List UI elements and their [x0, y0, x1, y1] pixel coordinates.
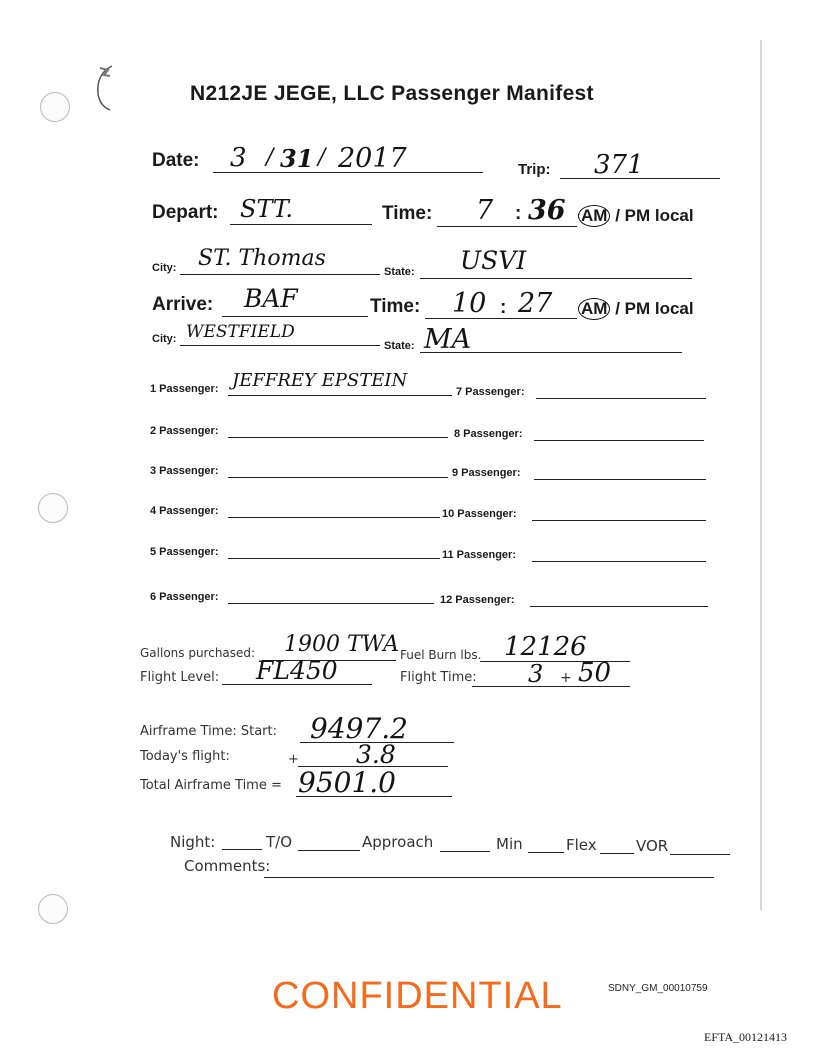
punch-hole [40, 92, 70, 122]
date-year: 2017 [338, 143, 407, 174]
night-label: Night: [170, 833, 216, 851]
bates-number: SDNY_GM_00010759 [608, 983, 708, 994]
approach-label: Approach [362, 833, 434, 851]
arrive-time-label: Time: [370, 296, 421, 317]
flight-time-minutes: 50 [578, 658, 612, 688]
passenger-12-label: 12 Passenger: [440, 594, 515, 606]
depart-minute: 36 [528, 195, 566, 226]
arrive-city-line [180, 345, 380, 346]
trip-value: 371 [594, 150, 644, 180]
date-label: Date: [152, 150, 200, 171]
depart-time-label: Time: [382, 203, 433, 224]
trip-label: Trip: [518, 161, 551, 178]
punch-hole [38, 894, 68, 924]
night-line [222, 849, 262, 850]
comments-label: Comments: [184, 857, 271, 875]
passenger-1-line [228, 395, 452, 396]
arrive-hour: 10 [452, 288, 487, 319]
passenger-10-line [532, 520, 706, 521]
todays-flight-label: Today's flight: [140, 749, 230, 764]
passenger-2-line [228, 437, 448, 438]
am-circled: AM [578, 298, 610, 320]
passenger-1-name: JEFFREY EPSTEIN [232, 370, 408, 391]
passenger-11-label: 11 Passenger: [442, 549, 516, 561]
depart-ampm [578, 205, 694, 227]
depart-hour: 7 [476, 195, 494, 226]
gallons-label: Gallons purchased: [140, 646, 256, 660]
comments-line [264, 877, 714, 878]
arrive-city: WESTFIELD [186, 322, 295, 342]
confidential-stamp: CONFIDENTIAL [272, 975, 563, 1017]
passenger-4-label: 4 Passenger: [150, 505, 219, 517]
min-line [528, 852, 564, 853]
flex-label: Flex [566, 836, 597, 854]
gallons-value: 1900 TWA [284, 632, 400, 657]
flight-time-label: Flight Time: [400, 670, 477, 685]
passenger-10-label: 10 Passenger: [442, 508, 517, 520]
passenger-11-line [532, 561, 706, 562]
todays-flight-plus: + [288, 752, 299, 767]
takeoff-line [298, 850, 360, 851]
passenger-3-line [228, 477, 448, 478]
total-airframe-label: Total Airframe Time = [140, 778, 282, 793]
date-month: 3 [230, 143, 247, 173]
passenger-9-line [534, 479, 706, 480]
passenger-5-label: 5 Passenger: [150, 546, 219, 558]
depart-value: STT. [240, 195, 294, 223]
flight-level-label: Flight Level: [140, 670, 220, 685]
passenger-6-label: 6 Passenger: [150, 591, 219, 603]
vor-line [670, 854, 730, 855]
depart-state-label: State: [384, 266, 415, 278]
airframe-start-label: Airframe Time: Start: [140, 724, 277, 739]
passenger-9-label: 9 Passenger: [452, 467, 521, 479]
depart-state-line [420, 278, 692, 279]
passenger-7-label: 7 Passenger: [456, 386, 525, 398]
page-edge-shadow [760, 40, 762, 910]
passenger-8-label: 8 Passenger: [454, 428, 523, 440]
date-sep: / [266, 145, 274, 170]
arrive-colon: : [500, 297, 507, 318]
passenger-7-line [536, 398, 706, 399]
arrive-state-label: State: [384, 340, 415, 352]
min-label: Min [496, 835, 523, 853]
flight-time-sep: + [560, 670, 572, 686]
flight-level-value: FL450 [256, 656, 338, 685]
fuel-burn-label: Fuel Burn lbs. [400, 648, 482, 662]
total-airframe-value: 9501.0 [298, 766, 396, 799]
passenger-1-label: 1 Passenger: [150, 383, 219, 395]
todays-flight-value: 3.8 [356, 740, 396, 769]
depart-colon: : [515, 203, 522, 224]
passenger-8-line [534, 440, 704, 441]
passenger-3-label: 3 Passenger: [150, 465, 219, 477]
fuel-burn-value: 12126 [504, 632, 587, 662]
flex-line [600, 853, 634, 854]
pm-local-label: / PM local [615, 206, 694, 225]
vor-label: VOR [636, 837, 669, 855]
depart-city: ST. Thomas [198, 246, 326, 271]
staple-mark-icon [90, 60, 130, 115]
efta-number: EFTA_00121413 [704, 1030, 788, 1044]
arrive-value: BAF [244, 284, 298, 313]
flight-time-hours: 3 [528, 660, 544, 688]
arrive-minute: 27 [518, 288, 553, 319]
arrive-ampm [578, 298, 694, 320]
arrive-state: MA [424, 324, 472, 355]
passenger-2-label: 2 Passenger: [150, 425, 219, 437]
passenger-5-line [228, 558, 440, 559]
punch-hole [38, 493, 68, 523]
am-circled: AM [578, 205, 610, 227]
passenger-4-line [228, 517, 440, 518]
arrive-line [222, 316, 368, 317]
takeoff-label: T/O [266, 833, 293, 851]
depart-state: USVI [460, 246, 527, 275]
arrive-city-label: City: [152, 333, 177, 345]
date-day: 31 [280, 144, 314, 173]
passenger-6-line [228, 603, 434, 604]
approach-line [440, 851, 490, 852]
arrive-label: Arrive: [152, 294, 214, 315]
date-sep: / [318, 145, 326, 170]
page-title: N212JE JEGE, LLC Passenger Manifest [190, 82, 594, 105]
pm-local-label: / PM local [615, 299, 694, 318]
depart-label: Depart: [152, 202, 219, 223]
depart-line [230, 224, 372, 225]
airframe-start-value: 9497.2 [310, 712, 408, 745]
depart-time-line [437, 226, 577, 227]
depart-city-line [180, 274, 380, 275]
depart-city-label: City: [152, 262, 177, 274]
passenger-12-line [530, 606, 708, 607]
